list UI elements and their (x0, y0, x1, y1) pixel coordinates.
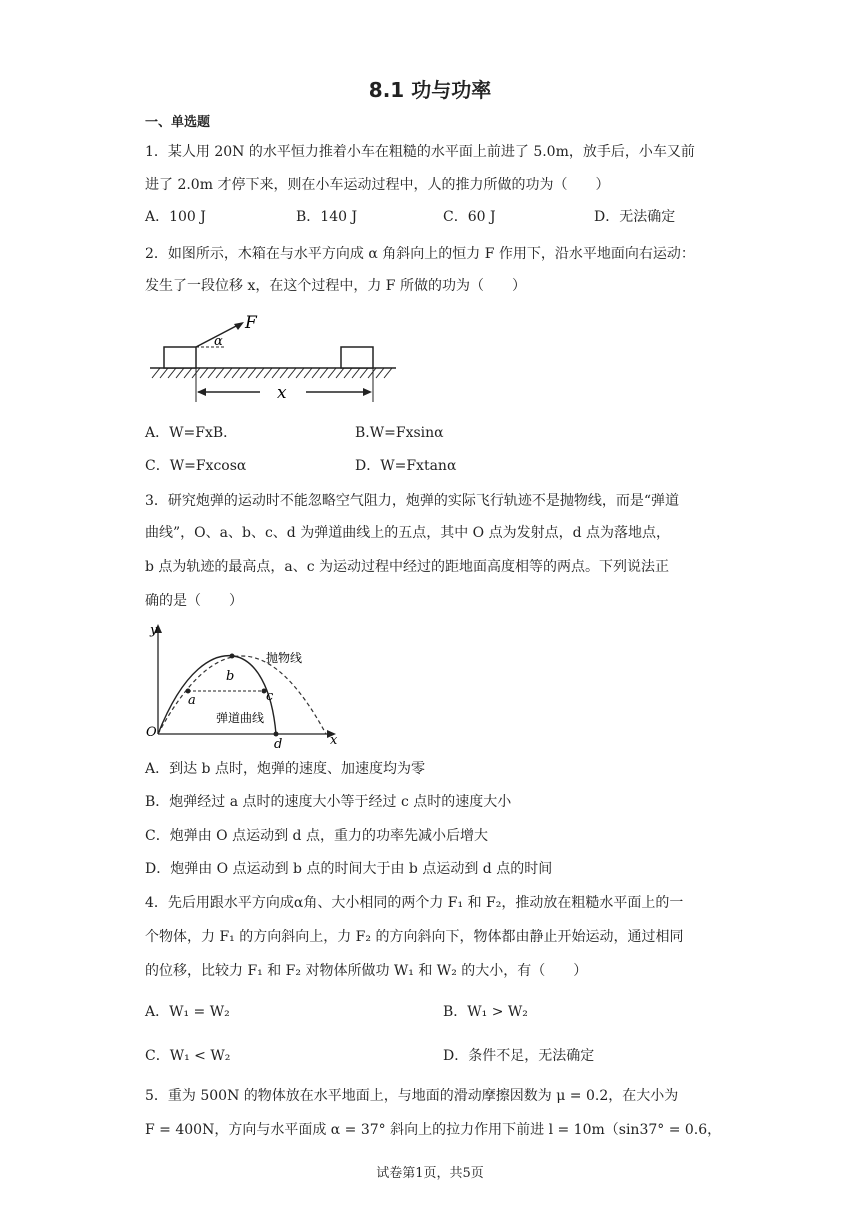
box-start (164, 347, 196, 368)
label-a: a (188, 693, 196, 708)
x-axis-label: x (330, 733, 338, 748)
q3-option-d: D．炮弹由 O 点运动到 b 点的时间大于由 b 点运动到 d 点的时间 (145, 861, 553, 877)
label-b: b (226, 669, 235, 684)
q4-option-a: A．W₁ = W₂ (145, 1004, 230, 1020)
q3-trajectory-figure (144, 618, 344, 750)
q1-text-line1: 1．某人用 20N 的水平恒力推着小车在粗糙的水平面上前进了 5.0m，放手后，小车又前 (145, 144, 695, 160)
q2-figure-box-force (148, 312, 398, 406)
page-title: 8.1 功与功率 (368, 78, 492, 102)
point-b (230, 654, 235, 659)
q4-text-line2: 个物体，力 F₁ 的方向斜向上，力 F₂ 的方向斜向下，物体都由静止开始运动，通过相同 (145, 929, 684, 945)
q4-text-line1: 4．先后用跟水平方向成α角、大小相同的两个力 F₁ 和 F₂，推动放在粗糙水平面上的一 (145, 895, 684, 911)
q2-option-c: C．W=Fxcosα (145, 458, 247, 474)
q2-text-line1: 2．如图所示，木箱在与水平方向成 α 角斜向上的恒力 F 作用下，沿水平地面向右运动： (145, 246, 695, 262)
q1-option-d: D．无法确定 (594, 209, 676, 225)
parabola-label: 抛物线 (266, 651, 303, 665)
q2-text-line2: 发生了一段位移 x，在这个过程中，力 F 所做的功为（ ） (145, 278, 526, 294)
q3-option-b: B．炮弹经过 a 点时的速度大小等于经过 c 点时的速度大小 (145, 794, 512, 810)
q3-option-a: A．到达 b 点时，炮弹的速度、加速度均为零 (145, 761, 425, 777)
q1-option-a: A．100 J (145, 209, 206, 225)
box-end (341, 347, 373, 368)
force-label: F (245, 313, 257, 333)
q5-text-line2: F = 400N，方向与水平面成 α = 37° 斜向上的拉力作用下前进 l = 10m（sin37° = 0.6， (145, 1122, 722, 1138)
q3-text-line2: 曲线”，O、a、b、c、d 为弹道曲线上的五点，其中 O 点为发射点，d 点为落地点， (145, 525, 670, 541)
q1-option-b: B．140 J (296, 209, 358, 225)
page-footer: 试卷第1页，共5页 (376, 1166, 484, 1181)
q3-option-c: C．炮弹由 O 点运动到 d 点，重力的功率先减小后增大 (145, 828, 488, 844)
q4-option-d: D．条件不足，无法确定 (443, 1048, 595, 1064)
label-d: d (274, 737, 283, 750)
section-heading: 一、单选题 (145, 115, 211, 130)
q3-text-line1: 3．研究炮弹的运动时不能忽略空气阻力，炮弹的实际飞行轨迹不是抛物线，而是“弹道 (145, 493, 680, 509)
q2-option-a: A．W=FxB． (145, 425, 238, 441)
q3-text-line3: b 点为轨迹的最高点，a、c 为运动过程中经过的距地面高度相等的两点。下列说法正 (145, 559, 670, 575)
label-c: c (266, 689, 274, 704)
q4-text-line3: 的位移，比较力 F₁ 和 F₂ 对物体所做功 W₁ 和 W₂ 的大小，有（ ） (145, 963, 588, 979)
ballistic-label: 弹道曲线 (216, 711, 265, 725)
y-axis-label: y (150, 623, 158, 638)
q3-text-line4: 确的是（ ） (145, 593, 243, 609)
q1-text-line2: 进了 2.0m 才停下来，则在小车运动过程中，人的推力所做的功为（ ） (145, 177, 610, 193)
angle-label: α (214, 334, 223, 349)
point-d (274, 732, 279, 737)
q5-text-line1: 5．重为 500N 的物体放在水平地面上，与地面的滑动摩擦因数为 μ = 0.2，在大小为 (145, 1088, 679, 1104)
q2-option-d: D．W=Fxtanα (355, 458, 457, 474)
q1-option-c: C．60 J (443, 209, 496, 225)
displacement-label: x (277, 383, 287, 403)
q4-option-c: C．W₁ < W₂ (145, 1048, 231, 1064)
q2-option-b: B.W=Fxsinα (355, 425, 444, 441)
origin-label: O (146, 725, 157, 740)
q4-option-b: B．W₁ > W₂ (443, 1004, 528, 1020)
